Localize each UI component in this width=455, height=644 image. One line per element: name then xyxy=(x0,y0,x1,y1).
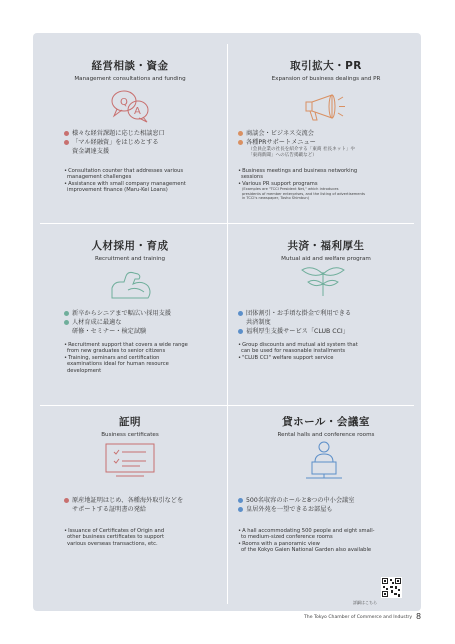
row-divider-1 xyxy=(40,223,414,224)
qr-code-icon[interactable] xyxy=(381,577,402,598)
jp-note: 「東商新聞」への広告掲載など） xyxy=(248,152,317,158)
en-item: Training, seminars and certification xyxy=(68,354,160,361)
en-item: management challenges xyxy=(67,174,132,181)
en-item: can be used for reasonable installments xyxy=(241,348,346,355)
en-item: of the Kokyo Gaien National Garden also available xyxy=(241,547,372,554)
en-item: "CLUB CCI" welfare support service xyxy=(242,354,334,361)
jp-item: 団体割引・お手頃な掛金で利用できる xyxy=(246,310,352,317)
section-title: 人材採用・育成 xyxy=(91,240,169,252)
section-recruitment xyxy=(40,238,220,262)
consultation-en-list: • Consultation counter that addresses various management challenges • Assistance with small company management improvement finance (Maru-Kei Loans) xyxy=(64,168,186,194)
jp-item: 新卒からシニアまで幅広い採用支援 xyxy=(72,310,171,317)
megaphone-icon xyxy=(298,92,348,122)
section-subtitle: Business certificates xyxy=(101,432,159,438)
section-rental xyxy=(236,414,416,438)
en-item: examinations ideal for human resource xyxy=(67,361,169,368)
jp-item: 「マル経融資」をはじめとする xyxy=(72,139,159,146)
jp-item: 各種PRサポートメニュー xyxy=(246,139,316,146)
jp-item: 皇居外苑を一望できるお部屋も xyxy=(246,506,333,513)
en-item: sessions xyxy=(241,174,263,181)
section-title: 共済・福利厚生 xyxy=(287,240,365,252)
mutual-jp-list xyxy=(238,309,351,336)
expansion-jp-list xyxy=(238,129,355,158)
rental-jp-list xyxy=(238,496,354,514)
sprout-leaves-icon xyxy=(300,262,346,298)
jp-note: （会員企業の社長を紹介する「東商 社長ネット」や xyxy=(248,147,356,152)
mutual-en-list: • Group discounts and mutual aid system that can be used for reasonable installments • "CLUB CCI" welfare support service xyxy=(238,342,358,361)
jp-item: 人材育成に最適な xyxy=(72,319,122,326)
svg-text:Q: Q xyxy=(120,97,128,108)
footer-organization: The Tokyo Chamber of Commerce and Industry xyxy=(304,615,413,620)
en-note: (Examples are "TCCI President Net," which introduces xyxy=(242,187,339,192)
en-note: in TCCI's newspaper, Tosho Shimbun) xyxy=(242,196,310,201)
expansion-en-list: • Business meetings and business networking sessions • Various PR support programs (Examples are "TCCI President Net," which introduces presidents of member enterprises, and the listing of advertisements in TCCI's newspaper, Tosho Shimbun) xyxy=(238,168,366,201)
section-mutual-aid xyxy=(236,238,416,262)
qr-label: 詳細はこちら xyxy=(353,600,377,605)
consultation-jp-list xyxy=(64,129,165,156)
row-divider-2 xyxy=(40,405,414,406)
speech-bubbles-icon xyxy=(105,88,157,124)
section-title: 証明 xyxy=(119,416,141,428)
jp-item: 共済制度 xyxy=(246,319,271,326)
page-number: 8 xyxy=(416,612,422,621)
flexed-arm-icon xyxy=(108,266,154,302)
section-certificates xyxy=(40,414,220,438)
jp-item: 原産地証明はじめ、各種海外取引などを xyxy=(72,497,184,504)
section-title: 取引拡大・PR xyxy=(290,60,362,72)
section-title: 貸ホール・会議室 xyxy=(282,416,370,428)
jp-item: 様々な経営課題に応じた相談窓口 xyxy=(72,130,165,137)
certificates-en-list: • Issuance of Certificates of Origin and other business certificates to support various overseas transactions, etc. xyxy=(64,528,165,547)
monitor-checklist-icon xyxy=(104,442,156,478)
en-item: development xyxy=(67,367,102,374)
section-subtitle: Recruitment and training xyxy=(94,256,166,262)
jp-item: 研修・セミナー・検定試験 xyxy=(72,328,147,335)
section-subtitle: Expansion of business dealings and PR xyxy=(271,76,381,82)
jp-item: 500名収容のホールと8つの中小会議室 xyxy=(246,497,355,504)
jp-item: 福利厚生支援サービス「CLUB CCI」 xyxy=(246,328,349,335)
rental-en-list: • A hall accommodating 500 people and eight small- to medium-sized conference rooms • Rooms with a panoramic view of the Kokyo Gaien National Garden also available xyxy=(238,528,375,554)
en-item: Various PR support programs xyxy=(242,180,318,187)
en-item: from new graduates to senior citizens xyxy=(67,348,166,355)
en-item: Rooms with a panoramic view xyxy=(242,540,320,547)
svg-text:A: A xyxy=(134,106,141,117)
en-note: presidents of member enterprises, and the listing of advertisements xyxy=(242,191,366,196)
podium-speaker-icon xyxy=(303,440,345,480)
column-divider xyxy=(227,44,228,604)
en-item: Consultation counter that addresses various xyxy=(68,168,184,174)
certificates-jp-list xyxy=(64,496,183,514)
recruitment-en-list: • Recruitment support that covers a wide range from new graduates to senior citizens • Training, seminars and certification examinations ideal for human resource development xyxy=(64,342,188,374)
section-consultation xyxy=(40,58,220,82)
section-subtitle: Rental halls and conference rooms xyxy=(277,432,375,438)
en-item: Group discounts and mutual aid system that xyxy=(242,342,358,348)
section-subtitle: Mutual aid and welfare program xyxy=(281,256,371,262)
en-item: improvement finance (Maru-Kei Loans) xyxy=(67,187,168,194)
section-title: 経営相談・資金 xyxy=(91,60,169,72)
section-subtitle: Management consultations and funding xyxy=(74,76,186,82)
jp-item: 商談会・ビジネス交流会 xyxy=(246,130,314,137)
jp-item: サポートする証明書の発給 xyxy=(72,506,147,513)
en-item: to medium-sized conference rooms xyxy=(241,534,333,541)
en-item: Issuance of Certificates of Origin and xyxy=(68,528,165,534)
jp-item: 資金調達支援 xyxy=(72,148,110,155)
en-item: various overseas transactions, etc. xyxy=(67,540,158,547)
recruitment-jp-list xyxy=(64,309,171,336)
en-item: Business meetings and business networking xyxy=(242,168,358,174)
section-expansion xyxy=(236,58,416,82)
en-item: Recruitment support that covers a wide range xyxy=(68,342,188,348)
en-item: Assistance with small company management xyxy=(68,180,186,187)
en-item: A hall accommodating 500 people and eight small- xyxy=(242,528,375,534)
en-item: other business certificates to support xyxy=(67,534,165,541)
